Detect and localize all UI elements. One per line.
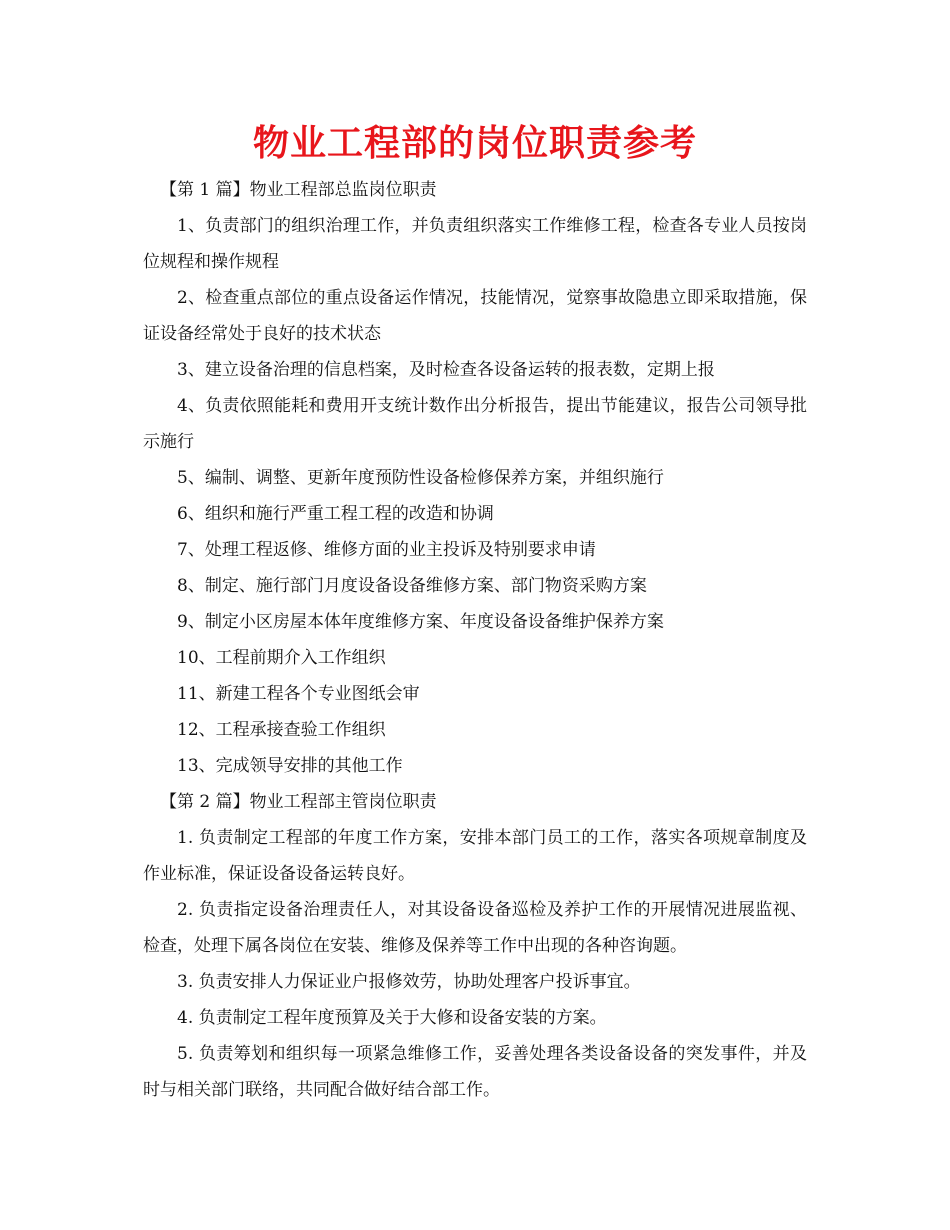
list-item: 8、制定、施行部门月度设备设备维修方案、部门物资采购方案 — [177, 576, 647, 596]
list-item: 2、检查重点部位的重点设备运作情况，技能情况，觉察事故隐患立即采取措施，保证设备经常处于良好的技术状态 — [143, 288, 807, 344]
document-title: 物业工程部的岗位职责参考 — [252, 123, 697, 164]
section-1 — [143, 172, 807, 784]
section-heading: 【第 2 篇】物业工程部主管岗位职责 — [160, 792, 437, 812]
list-item: 7、处理工程返修、维修方面的业主投诉及特别要求申请 — [177, 540, 596, 560]
document-body — [143, 116, 807, 1108]
list-item: 1. 负责制定工程部的年度工作方案，安排本部门员工的工作，落实各项规章制度及作业标准，保证设备设备运转良好。 — [143, 828, 807, 884]
list-item: 3、建立设备治理的信息档案，及时检查各设备运转的报表数，定期上报 — [177, 360, 715, 380]
section-heading: 【第 1 篇】物业工程部总监岗位职责 — [160, 180, 437, 200]
section-2 — [143, 784, 807, 1108]
list-item: 10、工程前期介入工作组织 — [177, 648, 386, 668]
list-item: 4、负责依照能耗和费用开支统计数作出分析报告，提出节能建议，报告公司领导批示施行 — [143, 396, 807, 452]
list-item: 3. 负责安排人力保证业户报修效劳，协助处理客户投诉事宜。 — [177, 972, 641, 992]
list-item: 6、组织和施行严重工程工程的改造和协调 — [177, 504, 494, 524]
list-item: 11、新建工程各个专业图纸会审 — [177, 684, 420, 704]
list-item: 2. 负责指定设备治理责任人，对其设备设备巡检及养护工作的开展情况进展监视、检查，处理下属各岗位在安装、维修及保养等工作中出现的各种咨询题。 — [143, 900, 807, 956]
list-item: 4. 负责制定工程年度预算及关于大修和设备安装的方案。 — [177, 1008, 607, 1028]
list-item: 5. 负责筹划和组织每一项紧急维修工作，妥善处理各类设备设备的突发事件，并及时与相关部门联络，共同配合做好结合部工作。 — [143, 1044, 807, 1100]
list-item: 1、负责部门的组织治理工作，并负责组织落实工作维修工程，检查各专业人员按岗位规程和操作规程 — [143, 216, 807, 272]
list-item: 5、编制、调整、更新年度预防性设备检修保养方案，并组织施行 — [177, 468, 664, 488]
list-item: 12、工程承接查验工作组织 — [177, 720, 386, 740]
list-item: 9、制定小区房屋本体年度维修方案、年度设备设备维护保养方案 — [177, 612, 664, 632]
list-item: 13、完成领导安排的其他工作 — [177, 756, 403, 776]
